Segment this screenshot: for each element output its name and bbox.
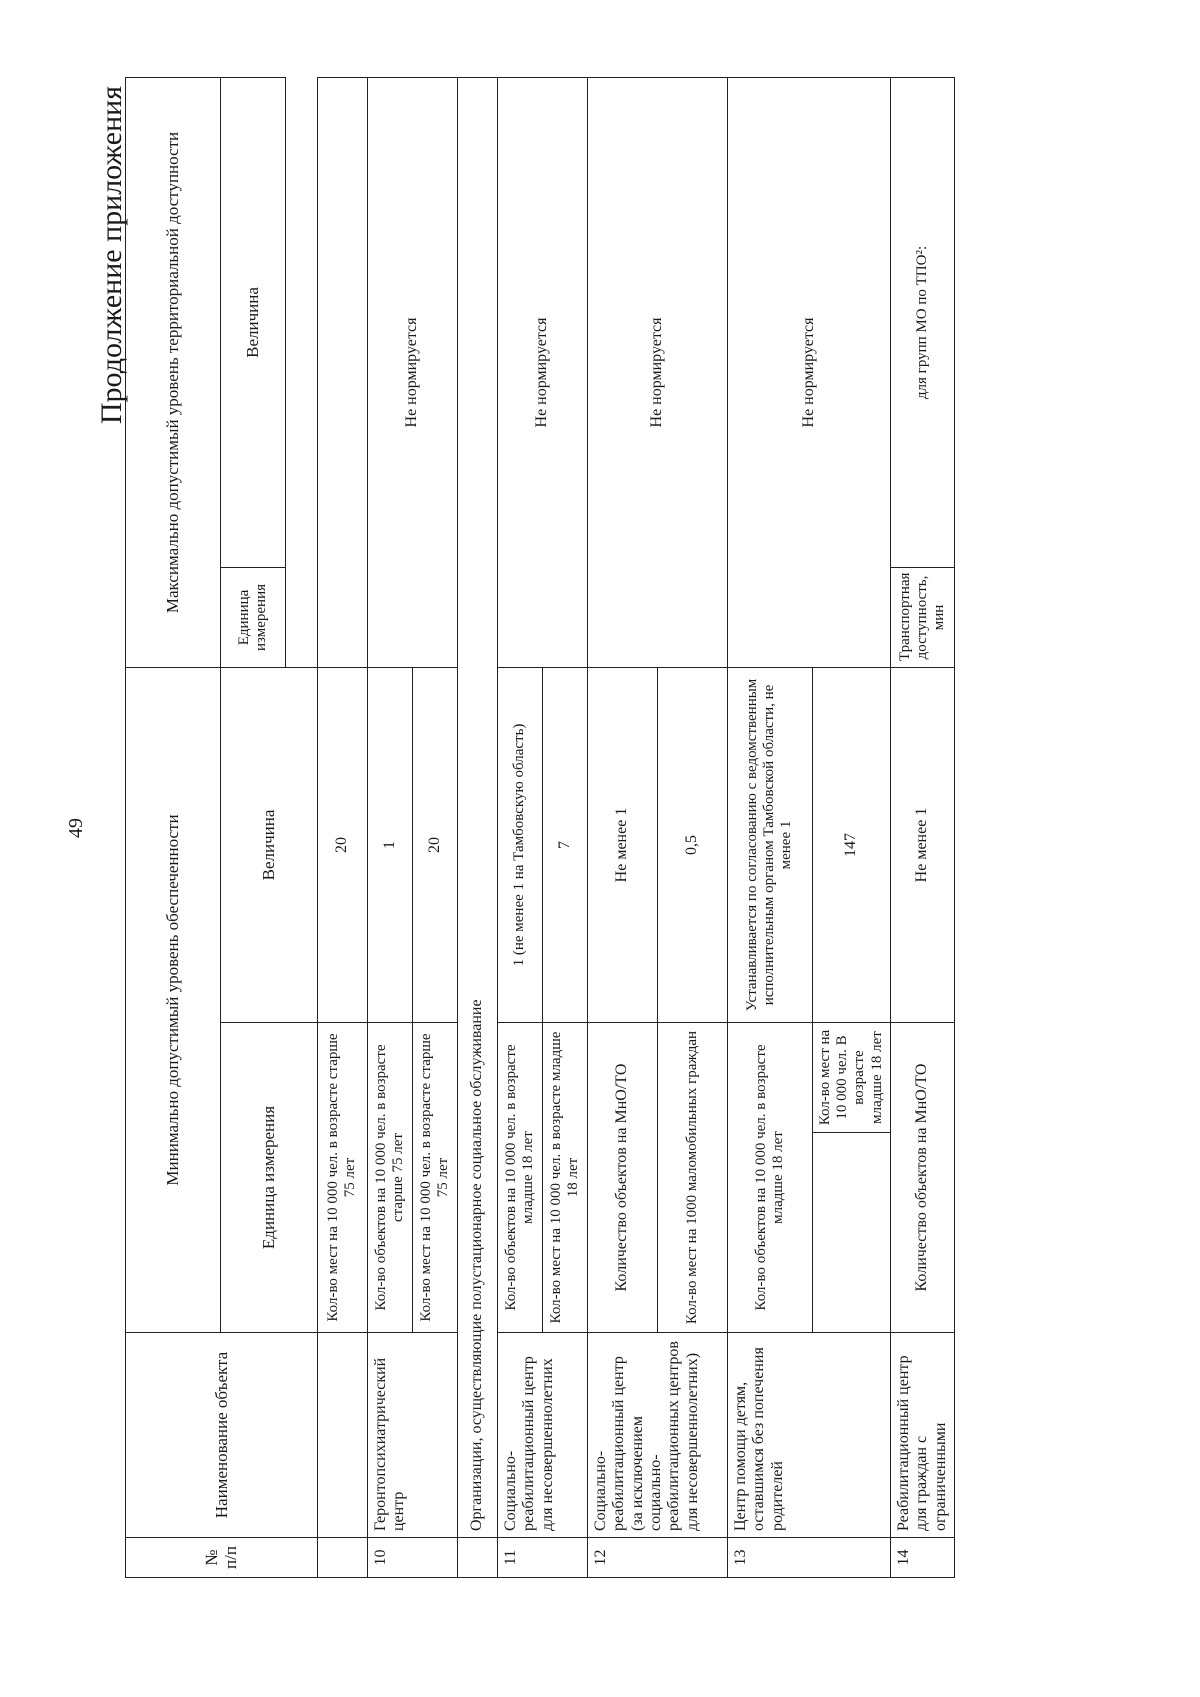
section-row [457, 77, 497, 1577]
row11-name: Социально-реабилитационный центр для несовершеннолетних [497, 1333, 587, 1538]
row10-value-2: 20 [412, 667, 457, 1022]
row10-name: Геронтопсихиатрический центр [367, 1333, 457, 1538]
row11-unit-2: Кол-во мест на 10 000 чел. в возрасте младше 18 лет [542, 1023, 587, 1333]
row14-max-unit: Транспортная доступность, мин [890, 567, 954, 667]
row12-num: 12 [587, 1538, 727, 1578]
row10-unit-2: Кол-во мест на 10 000 чел. в возрасте старше 75 лет [412, 1023, 457, 1333]
row10-num: 10 [367, 1538, 457, 1578]
standards-table [125, 77, 955, 1578]
header-min-value: Величина [221, 667, 318, 1022]
row13-name: Центр помощи детям, оставшимся без попечения родителей [727, 1333, 890, 1538]
row12-value-2: 0,5 [657, 667, 727, 1022]
row11-unit-1: Кол-во объектов на 10 000 чел. в возрасте младше 18 лет [497, 1023, 542, 1333]
row13-max: Не нормируется [727, 77, 890, 667]
row12-max: Не нормируется [587, 77, 727, 667]
row14-value: Не менее 1 [890, 667, 954, 1022]
row14-name: Реабилитационный центр для граждан с ограниченными [890, 1333, 954, 1538]
row10-max: Не нормируется [367, 77, 457, 667]
row12-name: Социально-реабилитационный центр (за исключением социально-реабилитационных центров для несовершеннолетних) [587, 1333, 727, 1538]
section-title: Организации, осуществляющие полустационарное социальное обслуживание [457, 77, 497, 1537]
table-row [727, 77, 812, 1577]
row10-unit-1: Кол-во объектов на 10 000 чел. в возрасте старше 75 лет [367, 1023, 412, 1333]
row10-pre-unit: Кол-во мест на 10 000 чел. в возрасте старше 75 лет [317, 1023, 367, 1333]
row14-unit: Количество объектов на МнО/ТО [890, 1023, 954, 1333]
header-min-level: Минимально допустимый уровень обеспеченности [126, 667, 221, 1332]
header-max-level: Максимально допустимый уровень территориальной доступности [126, 77, 221, 667]
header-max-value: Величина [221, 77, 286, 567]
row11-value-2: 7 [542, 667, 587, 1022]
row12-unit-1: Количество объектов на МнО/ТО [587, 1023, 657, 1333]
header-name: Наименование объекта [126, 1333, 318, 1538]
table-header-row [126, 77, 221, 1577]
table-row [367, 77, 412, 1577]
row13-value-1: Устанавливается по согласованию с ведомственным исполнительным органом Тамбовской области, не менее 1 [727, 667, 812, 1022]
row12-value-1: Не менее 1 [587, 667, 657, 1022]
row11-max: Не нормируется [497, 77, 587, 667]
row13-unit-2: Кол-во мест на 10 000 чел. В возрасте младше 18 лет [812, 1023, 890, 1133]
header-max-unit: Единица измерения [221, 567, 286, 667]
page-number: 49 [65, 818, 87, 838]
table-row [587, 77, 657, 1577]
row10-value-1: 1 [367, 667, 412, 1022]
table-row [317, 77, 367, 1577]
table-row [890, 77, 954, 1577]
header-num: № п/п [126, 1538, 318, 1578]
header-min-unit: Единица измерения [221, 1023, 318, 1333]
row14-num: 14 [890, 1538, 954, 1578]
row14-max-value: для групп МО по ТПО²: [890, 77, 954, 567]
row13-unit-1: Кол-во объектов на 10 000 чел. в возрасте младше 18 лет [727, 1023, 812, 1333]
table-row [497, 77, 542, 1577]
row11-num: 11 [497, 1538, 587, 1578]
rotated-page [65, 78, 1025, 1578]
row11-value-1: 1 (не менее 1 на Тамбовскую область) [497, 667, 542, 1022]
row12-unit-2: Кол-во мест на 1000 маломобильных граждан [657, 1023, 727, 1333]
row13-value-2: 147 [812, 667, 890, 1022]
row10-pre-value: 20 [317, 667, 367, 1022]
row13-num: 13 [727, 1538, 890, 1578]
header-title: Продолжение приложения [95, 86, 128, 425]
